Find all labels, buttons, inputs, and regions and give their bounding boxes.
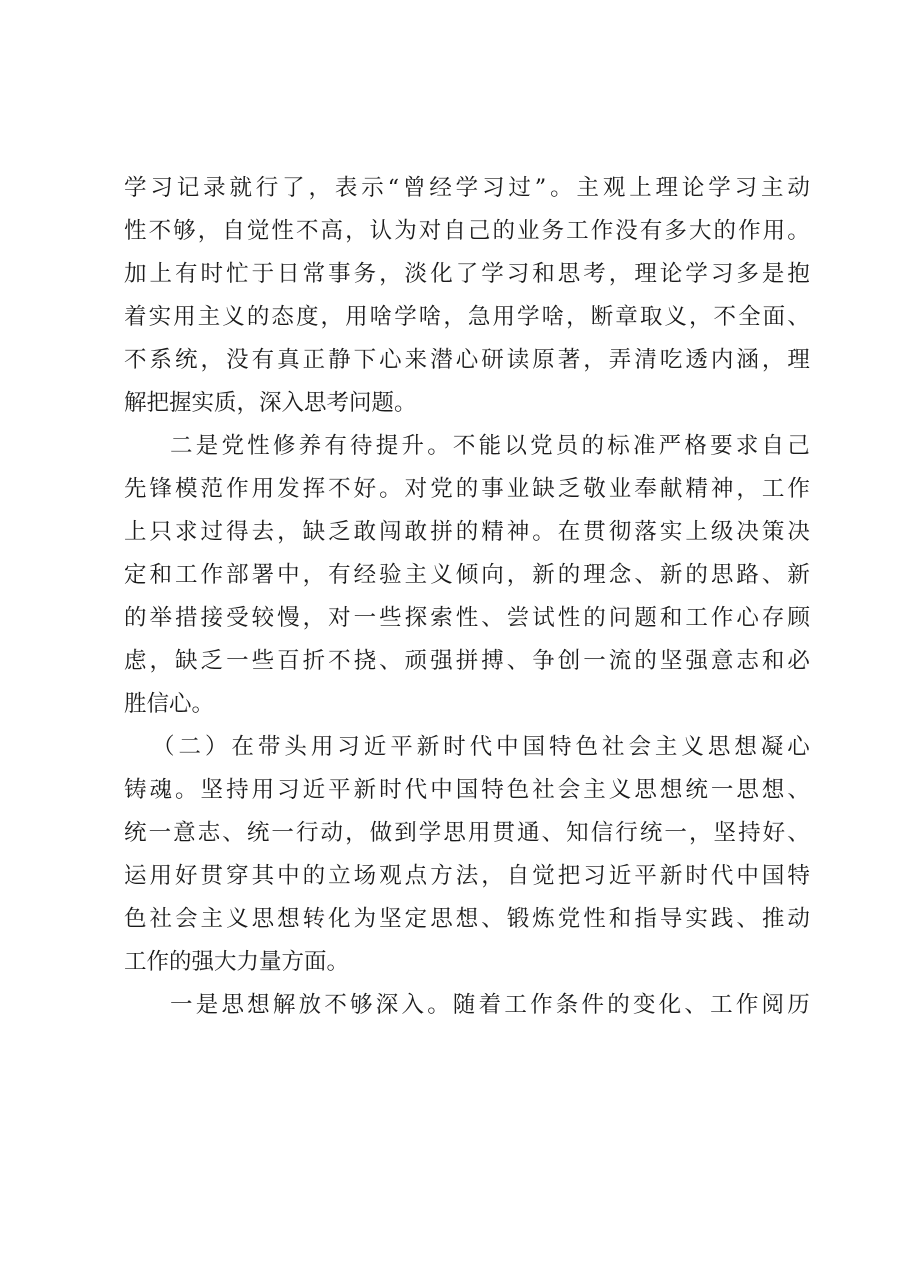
text-line-20: 一 是 思 想 解 放 不 够 深 入 。 随 着 工 作 条 件 的 变 化 、 工 作 阅 历 — [170, 992, 810, 1018]
text-line-19: 工作的强大力量方面。 — [124, 949, 350, 975]
text-line-9: 上 只 求 过 得 去 ， 缺 乏 敢 闯 敢 拼 的 精 神 。 在 贯 彻 落 实 上 级 决 策 决 — [124, 519, 810, 545]
text-line-8: 先 锋 模 范 作 用 发 挥 不 好 。 对 党 的 事 业 缺 乏 敬 业 奉 献 精 神 ， 工 作 — [124, 476, 810, 502]
text-line-10: 定 和 工 作 部 署 中 ， 有 经 验 主 义 倾 向 ， 新 的 理 念 、 新 的 思 路 、 新 — [124, 562, 810, 588]
text-line-18: 色 社 会 主 义 思 想 转 化 为 坚 定 思 想 、 锻 炼 党 性 和 指 导 实 践 、 推 动 — [124, 906, 810, 932]
text-line-15: 铸 魂 。 坚 持 用 习 近 平 新 时 代 中 国 特 色 社 会 主 义 思 想 统 一 思 想 、 — [124, 777, 810, 803]
text-line-5: 不 系 统 ， 没 有 真 正 静 下 心 来 潜 心 研 读 原 著 ， 弄 清 吃 透 内 涵 ， 理 — [124, 347, 810, 373]
text-line-4: 着 实 用 主 义 的 态 度 ， 用 啥 学 啥 ， 急 用 学 啥 ， 断 章 取 义 ， 不 全 面 、 — [124, 304, 810, 330]
text-line-14: （ 二 ） 在 带 头 用 习 近 平 新 时 代 中 国 特 色 社 会 主 义 思 想 凝 心 — [152, 734, 810, 760]
text-line-2: 性 不 够 ， 自 觉 性 不 高 ， 认 为 对 自 己 的 业 务 工 作 没 有 多 大 的 作 用 。 — [124, 218, 810, 244]
text-line-13: 胜信心。 — [124, 691, 215, 717]
text-line-7: 二 是 党 性 修 养 有 待 提 升 。 不 能 以 党 员 的 标 准 严 格 要 求 自 己 — [170, 433, 810, 459]
text-line-17: 运 用 好 贯 穿 其 中 的 立 场 观 点 方 法 ， 自 觉 把 习 近 平 新 时 代 中 国 特 — [124, 863, 810, 889]
text-line-12: 虑 ， 缺 乏 一 些 百 折 不 挠 、 顽 强 拼 搏 、 争 创 一 流 的 坚 强 意 志 和 必 — [124, 648, 810, 674]
text-line-16: 统 一 意 志 、 统 一 行 动 ， 做 到 学 思 用 贯 通 、 知 信 行 统 一 ， 坚 持 好 、 — [124, 820, 810, 846]
text-line-1: 学 习 记 录 就 行 了 ， 表 示 “ 曾 经 学 习 过 ” 。 主 观 上 理 论 学 习 主 动 — [124, 175, 810, 201]
text-line-11: 的 举 措 接 受 较 慢 ， 对 一 些 探 索 性 、 尝 试 性 的 问 题 和 工 作 心 存 顾 — [124, 605, 810, 631]
text-line-3: 加 上 有 时 忙 于 日 常 事 务 ， 淡 化 了 学 习 和 思 考 ， 理 论 学 习 多 是 抱 — [124, 261, 810, 287]
text-line-6: 解把握实质，深入思考问题。 — [124, 390, 417, 416]
